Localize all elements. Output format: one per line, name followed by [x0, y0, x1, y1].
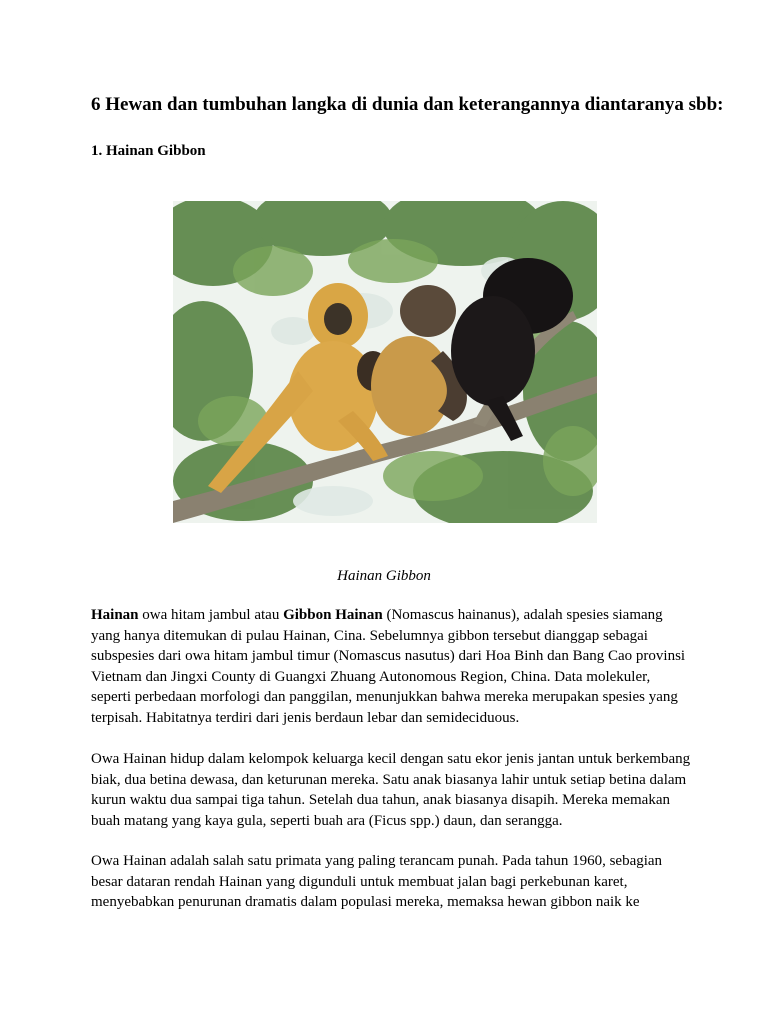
gibbon-photo — [173, 201, 597, 523]
paragraph-family-groups: Owa Hainan hidup dalam kelompok keluarga kecil dengan satu ekor jenis jantan untuk berkembang biak, dua betina dewasa, dan keturunan mereka. Satu anak biasanya lahir untuk setiap betina dalam kurun waktu dua sampai tiga tahun. Setelah dua tahun, anak biasanya disapih. Mereka memakan buah matang yang kaya gula, seperti buah ara (Ficus spp.) daun, dan serangga. — [91, 751, 691, 829]
paragraph-text: (Nomascus hainanus), adalah spesies siamang yang hanya ditemukan di pulau Hainan, Cina. Sebelumnya gibbon tersebut dianggap sebagai subspesies dari owa hitam jambul timur (Nomascus nasutus) dari Hoa Binh dan Bang Cao provinsi Vietnam dan Jingxi County di Guangxi Zhuang Autonomous Region, China. Data molekuler, seperti perbedaan morfologi dan panggilan, menunjukkan bahwa mereka merupakan spesies yang terpisah. Habitatnya terdiri dari jenis berdaun lebar dan semideciduous. — [91, 607, 686, 726]
figure-caption: Hainan Gibbon — [337, 568, 431, 584]
section-heading: 1. Hainan Gibbon — [91, 143, 206, 159]
paragraph-text: owa hitam jambul atau — [138, 607, 284, 623]
bold-term-gibbon-hainan: Gibbon Hainan — [283, 607, 383, 623]
document-title: 6 Hewan dan tumbuhan langka di dunia dan keterangannya diantaranya sbb: — [91, 94, 724, 115]
bold-term-hainan: Hainan — [91, 607, 139, 623]
paragraph-hainan-intro — [91, 605, 691, 729]
paragraph-endangered: Owa Hainan adalah salah satu primata yang paling terancam punah. Pada tahun 1960, sebagian besar dataran rendah Hainan yang digunduli untuk membuat jalan bagi perkebunan karet, menyebabkan penurunan dramatis dalam populasi mereka, memaksa hewan gibbon naik ke — [91, 853, 663, 911]
